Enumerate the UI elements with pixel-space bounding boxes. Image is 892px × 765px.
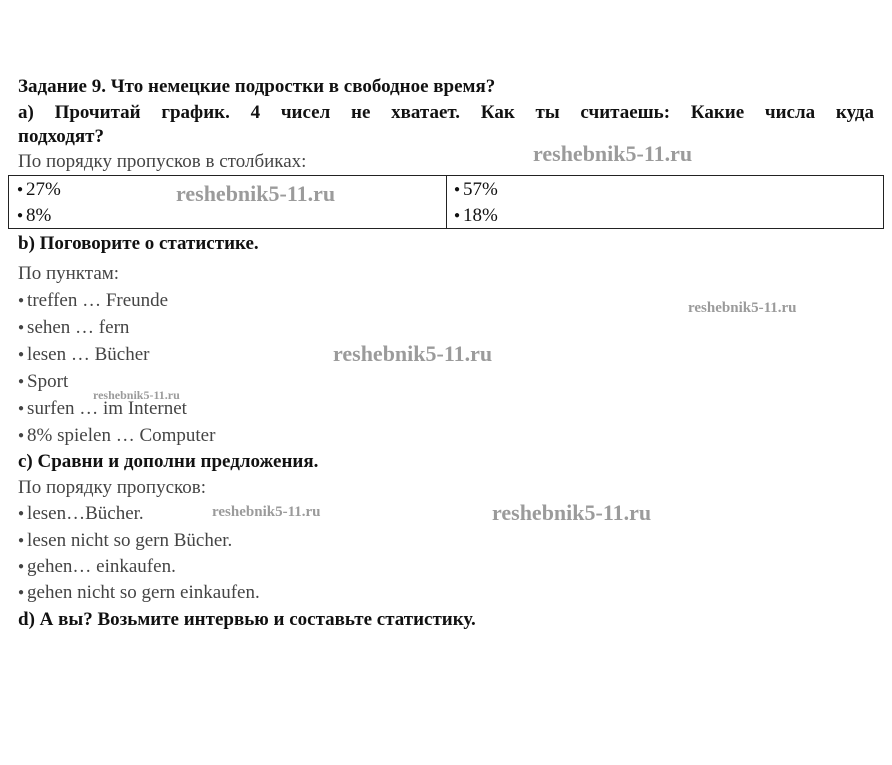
part-c-item: ● lesen nicht so gern Bücher. — [18, 530, 232, 555]
part-c-item: ● lesen…Bücher. — [18, 503, 144, 528]
table-divider — [446, 176, 447, 228]
part-a-heading-line2: подходят? — [18, 126, 104, 147]
part-b-item: ● surfen … im Internet — [18, 398, 187, 423]
watermark: reshebnik5-11.ru — [688, 300, 797, 316]
watermark: reshebnik5-11.ru — [93, 388, 180, 402]
watermark: reshebnik5-11.ru — [492, 500, 652, 525]
part-b-heading: b) Поговорите о статистике. — [18, 233, 259, 254]
part-c-item: ● gehen nicht so gern einkaufen. — [18, 582, 260, 607]
table-cell-left-2: ● 8% — [17, 205, 51, 230]
watermark: reshebnik5-11.ru — [176, 181, 336, 206]
part-a-heading-line1: a) Прочитай график. 4 чисел не хватает. Как ты считаешь: Какие числа куда — [18, 102, 874, 123]
answer-table — [8, 175, 884, 229]
table-cell-right-2: ● 18% — [454, 205, 498, 230]
part-c-intro: По порядку пропусков: — [18, 477, 207, 498]
part-d-heading: d) А вы? Возьмите интервью и составьте статистику. — [18, 609, 476, 630]
watermark: reshebnik5-11.ru — [212, 504, 321, 520]
watermark: reshebnik5-11.ru — [533, 141, 693, 166]
part-b-item: ● 8% spielen … Computer — [18, 425, 215, 450]
part-b-item: ● Sport — [18, 371, 68, 396]
part-b-item: ● treffen … Freunde — [18, 290, 168, 315]
part-a-intro: По порядку пропусков в столбиках: — [18, 151, 307, 172]
table-cell-right-1: ● 57% — [454, 179, 498, 204]
table-cell-left-1: ● 27% — [17, 179, 61, 204]
part-b-intro: По пунктам: — [18, 263, 120, 284]
part-b-item: ● sehen … fern — [18, 317, 129, 342]
part-c-item: ● gehen… einkaufen. — [18, 556, 176, 581]
part-b-item: ● lesen … Bücher — [18, 344, 149, 369]
task-title: Задание 9. Что немецкие подростки в свободное время? — [18, 76, 496, 97]
part-c-heading: c) Сравни и дополни предложения. — [18, 451, 319, 472]
watermark: reshebnik5-11.ru — [333, 341, 493, 366]
